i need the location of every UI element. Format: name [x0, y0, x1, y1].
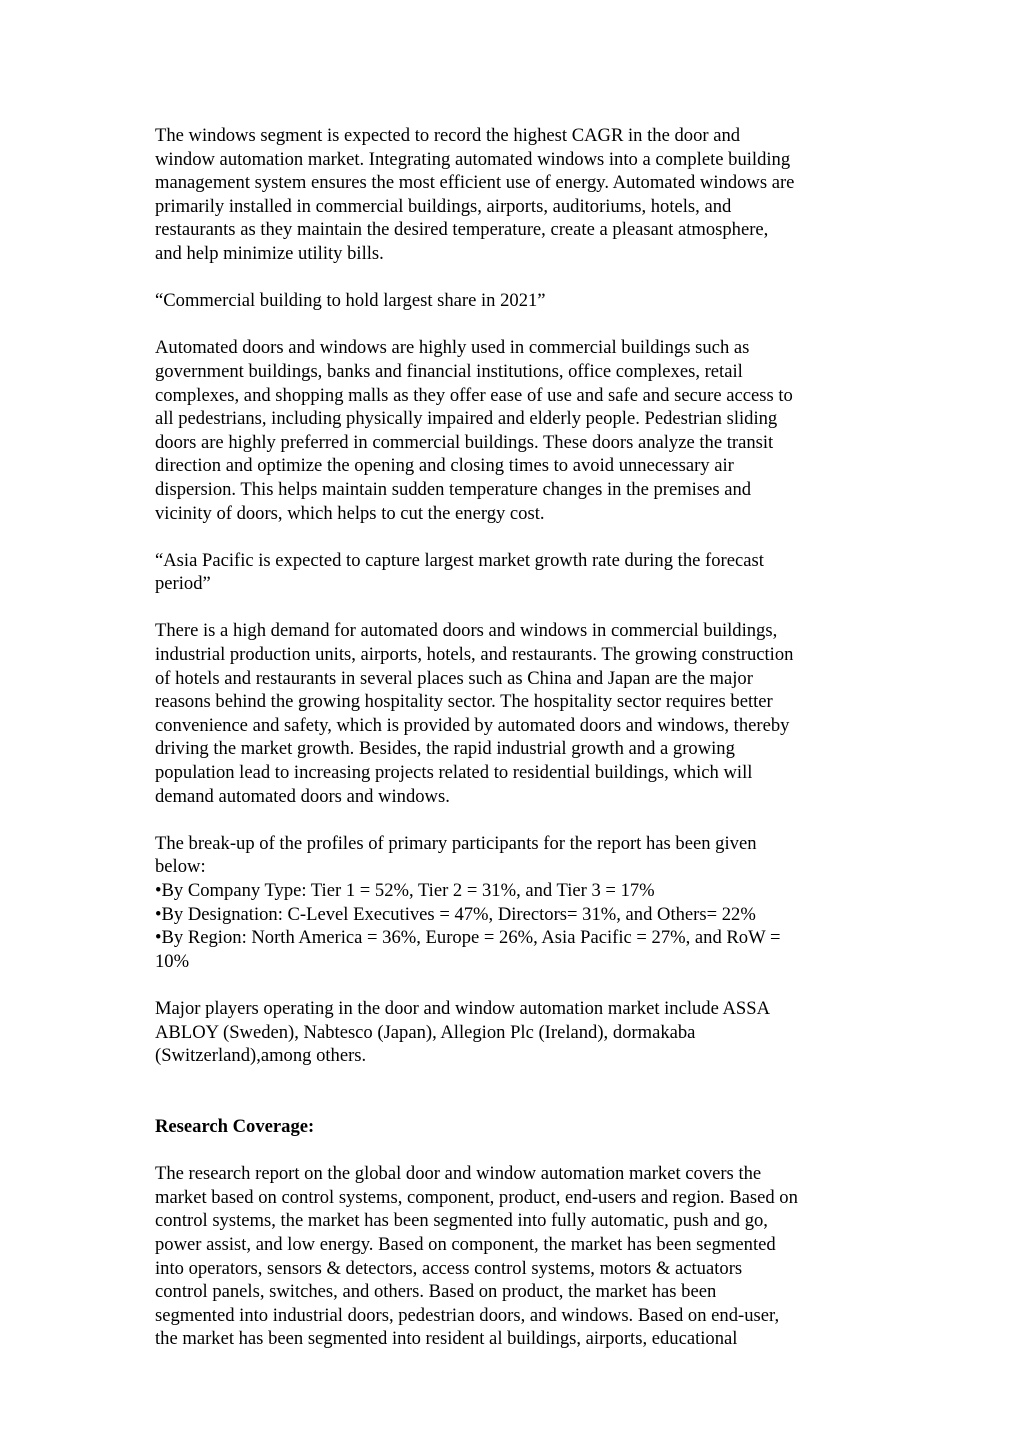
research-heading-wrapper — [155, 1091, 875, 1162]
breakup-section — [155, 832, 875, 974]
research-coverage-body: The research report on the global door and window automation market covers the market based on control systems, component, product, end-users and region. Based on control systems, the market has been segmented into fully automatic, push and go, power assist, and low energy. Based on component, the market has been segmented into operators, sensors & detectors, access control systems, motors & actuators control panels, switches, and others. Based on product, the market has been segmented into industrial doors, pedestrian doors, and windows. Based on end-user, the market has been segmented into resident al buildings, airports, educational — [155, 1163, 798, 1350]
research-coverage-heading: Research Coverage: — [155, 1115, 315, 1137]
breakup-item-company-type: •By Company Type: Tier 1 = 52%, Tier 2 = 31%, and Tier 3 = 17% — [155, 880, 655, 901]
heading-asia-pacific: “Asia Pacific is expected to capture largest market growth rate during the forecast period” — [155, 549, 764, 595]
paragraph-major-players: Major players operating in the door and window automation market include ASSA ABLOY (Sweden), Nabtesco (Japan), Allegion Plc (Ireland), dormakaba (Switzerland),among others. — [155, 997, 771, 1067]
paragraph-commercial-buildings: Automated doors and windows are highly used in commercial buildings such as government buildings, banks and financial institutions, office complexes, retail complexes, and shopping malls as they offer ease of use and safe and secure access to all pedestrians, including physically impaired and elderly people. Pedestrian sliding doors are highly preferred in commercial buildings. These doors analyze the transit direction and optimize the opening and closing times to avoid unnecessary air dispersion. This helps maintain sudden temperature changes in the premises and vicinity of doors, which helps to cut the energy cost. — [155, 337, 793, 524]
breakup-item-region: •By Region: North America = 36%, Europe = 26%, Asia Pacific = 27%, and RoW = 10% — [155, 927, 781, 972]
breakup-item-designation: •By Designation: C-Level Executives = 47%, Directors= 31%, and Others= 22% — [155, 903, 756, 925]
breakup-intro: The break-up of the profiles of primary participants for the report has been given below: — [155, 832, 757, 878]
paragraph-windows-segment: The windows segment is expected to record the highest CAGR in the door and window automation market. Integrating automated windows into a complete building management system ensures the most efficient use of energy. Automated windows are primarily installed in commercial buildings, airports, auditoriums, hotels, and restaurants as they maintain the desired temperature, create a pleasant atmosphere, and help minimize utility bills. — [155, 125, 795, 264]
research-coverage-section — [155, 1091, 875, 1351]
heading-commercial-building: “Commercial building to hold largest share in 2021” — [155, 290, 546, 312]
paragraph-high-demand: There is a high demand for automated doors and windows in commercial buildings, industrial production units, airports, hotels, and restaurants. The growing construction of hotels and restaurants in several places such as China and Japan are the major reasons behind the growing hospitality sector. The hospitality sector requires better convenience and safety, which is provided by automated doors and windows, thereby driving the market growth. Besides, the rapid industrial growth and a growing population lead to increasing projects related to residential buildings, which will demand automated doors and windows. — [155, 620, 794, 807]
document-page — [155, 124, 875, 1351]
